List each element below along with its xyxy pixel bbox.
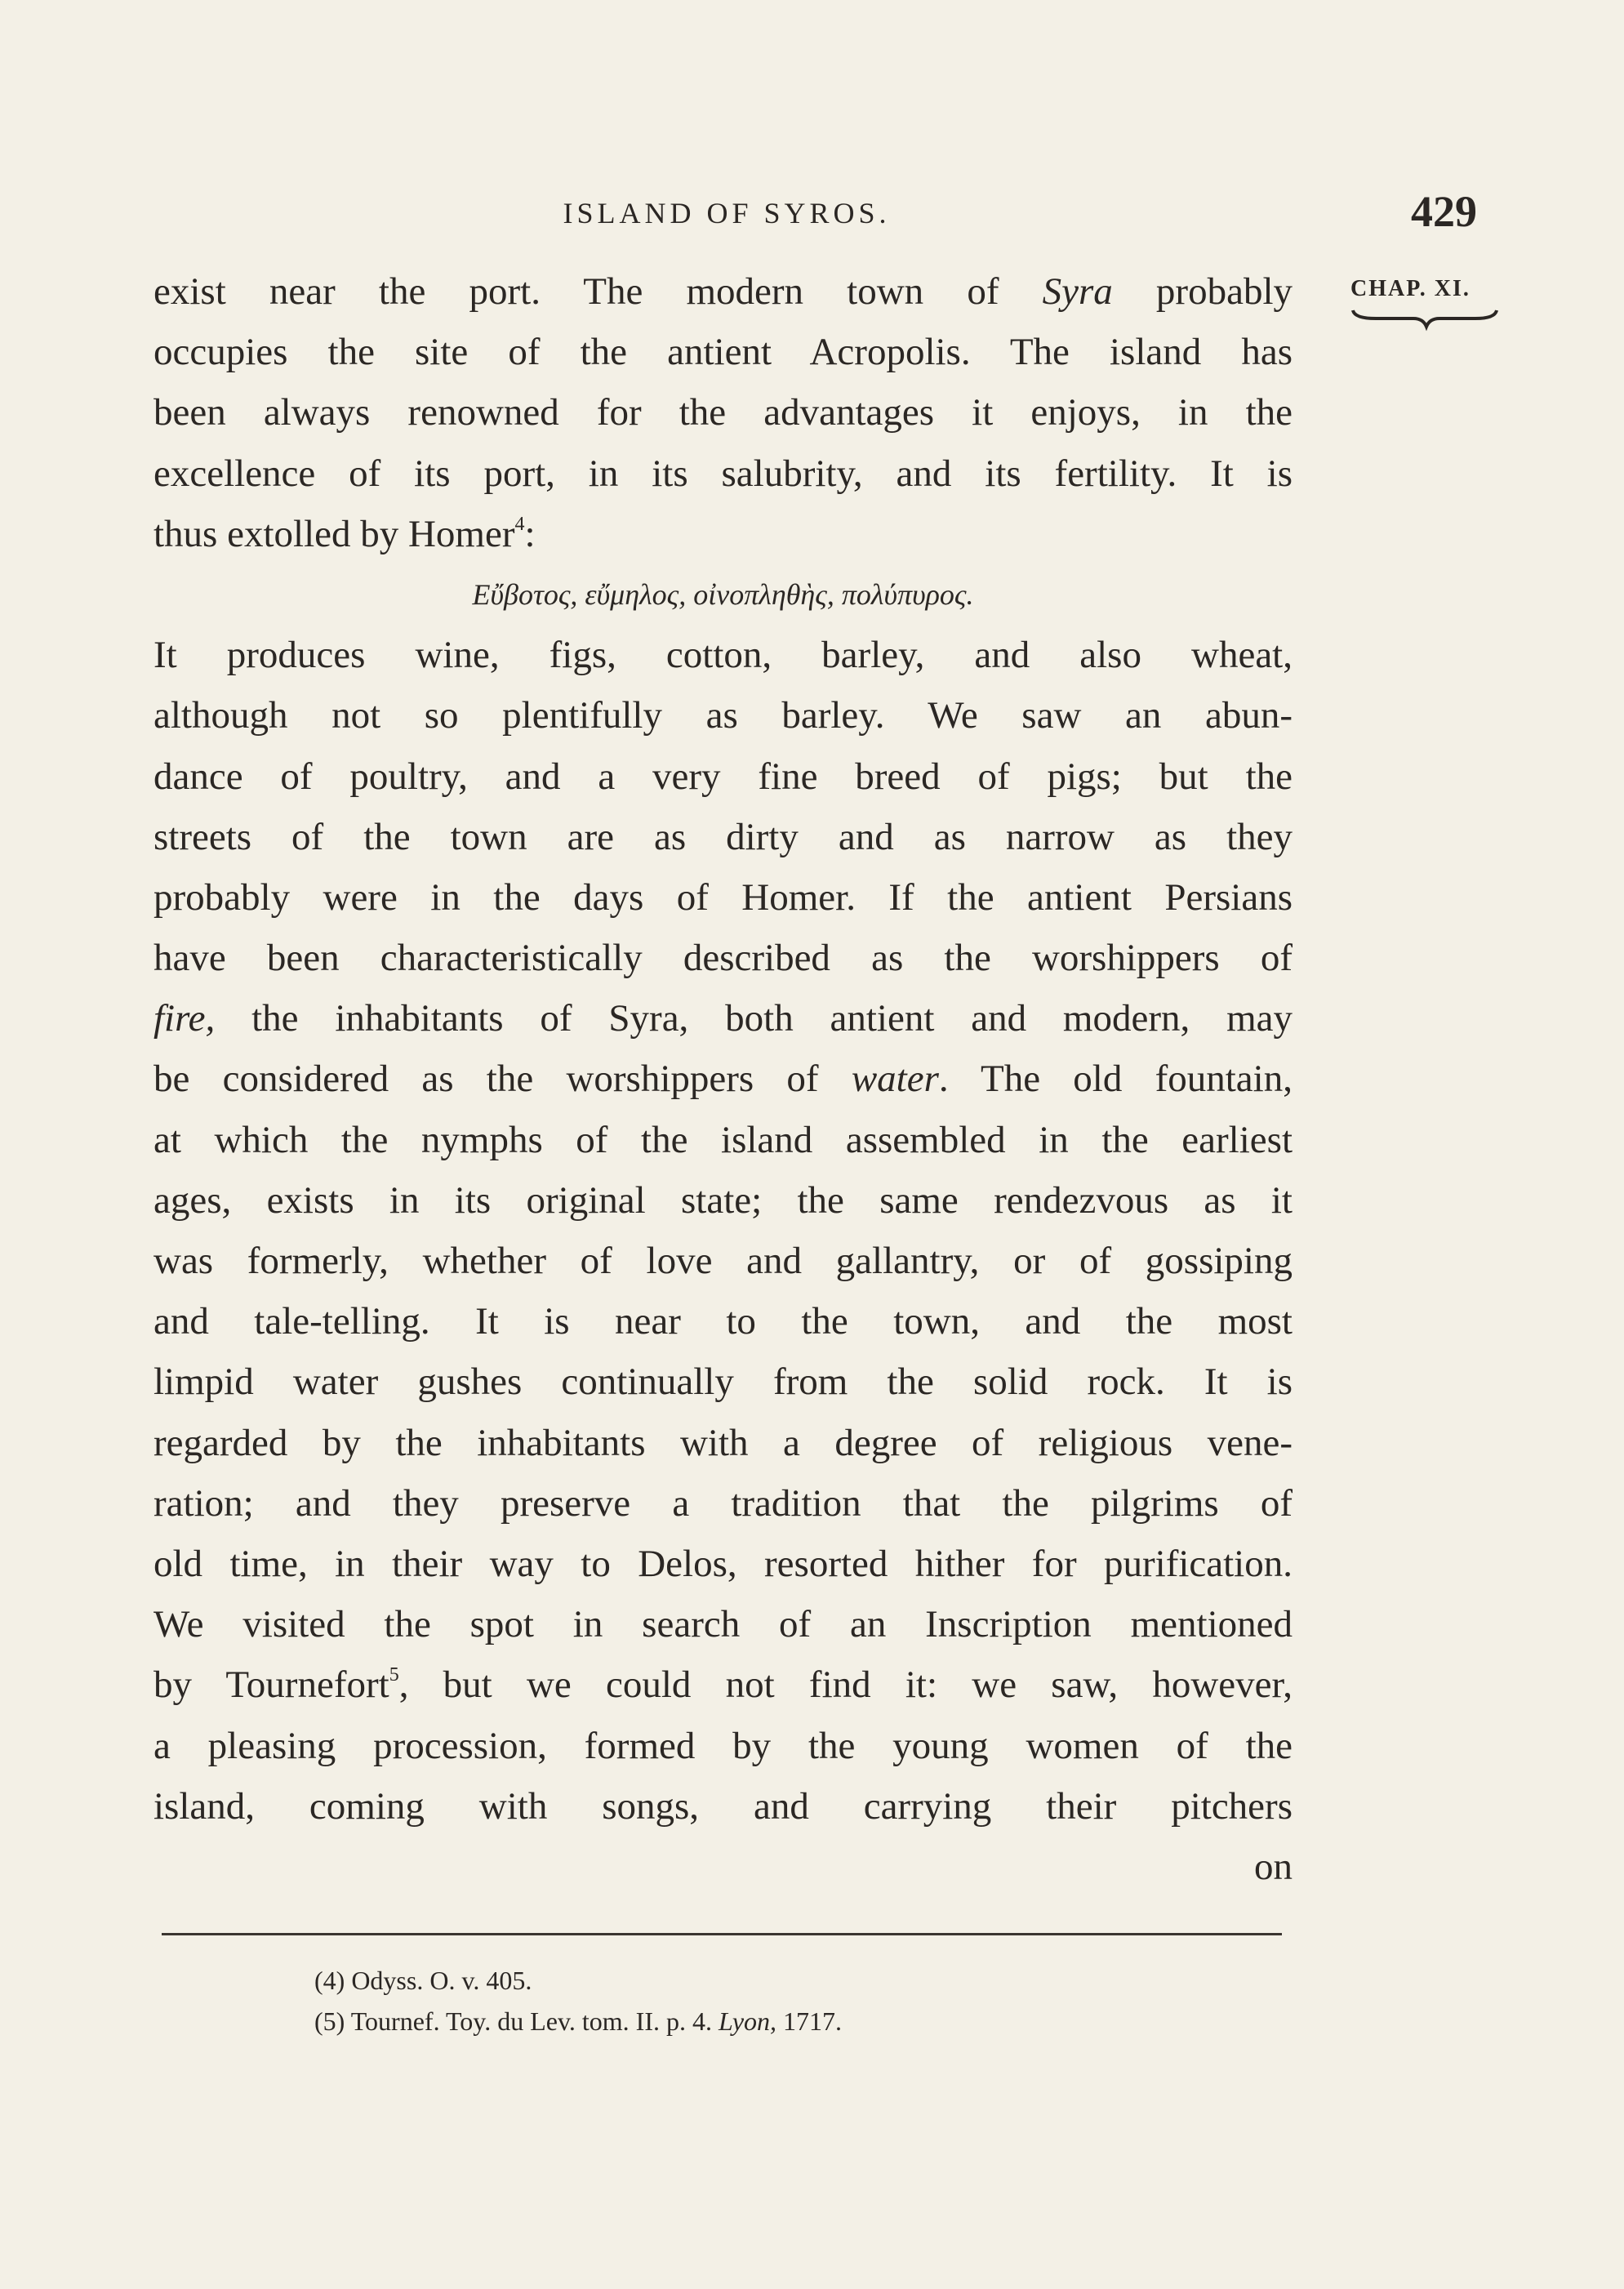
text-line: was formerly, whether of love and gallantry, or of gossiping bbox=[154, 1240, 1293, 1282]
text-line: be considered as the worshippers of water. The old fountain, bbox=[154, 1058, 1293, 1101]
text-line: island, coming with songs, and carrying their pitchers bbox=[154, 1784, 1293, 1828]
text-line: exist near the port. The modern town of Syra probably bbox=[154, 270, 1293, 313]
text-line: and tale-telling. It is near to the town, and the most bbox=[154, 1300, 1293, 1343]
chapter-label: CHAP. XI. bbox=[1350, 276, 1470, 301]
text-line: been always renowned for the advantages it enjoys, in the bbox=[154, 391, 1293, 434]
text-line: ages, exists in its original state; the same rendezvous as it bbox=[154, 1178, 1293, 1222]
text-line: ration; and they preserve a tradition that the pilgrims of bbox=[154, 1481, 1293, 1525]
footnote-4: (4) Odyss. O. v. 405. bbox=[314, 1966, 532, 1995]
text-line: probably were in the days of Homer. If the antient Persians bbox=[154, 875, 1293, 919]
footnote-rule bbox=[162, 1933, 1282, 1935]
footnote-ref-5: 5 bbox=[389, 1664, 399, 1686]
text-line: by Tournefort$^5$, but we could not find it: we saw, however, bbox=[154, 1663, 1293, 1707]
page-number: 429 bbox=[1411, 187, 1477, 236]
emphasis-water: water bbox=[851, 1058, 939, 1101]
place-name-syra: Syra bbox=[1042, 270, 1113, 313]
text-line: dance of poultry, and a very fine breed of pigs; but the bbox=[154, 755, 1293, 798]
text-line: fire, the inhabitants of Syra, both antient and modern, may bbox=[154, 997, 1293, 1040]
emphasis-fire: fire, bbox=[154, 997, 216, 1040]
text-line: limpid water gushes continually from the solid rock. It is bbox=[154, 1360, 1293, 1404]
text-line: a pleasing procession, formed by the young women of the bbox=[154, 1724, 1293, 1767]
text-line: excellence of its port, in its salubrity, and its fertility. It is bbox=[154, 452, 1293, 495]
catchword: on bbox=[1254, 1845, 1293, 1888]
running-head: ISLAND OF SYROS. bbox=[563, 197, 891, 229]
text-line: We visited the spot in search of an Inscription mentioned bbox=[154, 1603, 1293, 1646]
text-line: occupies the site of the antient Acropolis. The island has bbox=[154, 331, 1293, 374]
greek-quotation: Εὔβοτος, εὔμηλος, οἰνοπληθὴς, πολύπυρος. bbox=[472, 577, 974, 611]
text-line: have been characteristically described as the worshippers of bbox=[154, 937, 1293, 980]
chapter-brace bbox=[1351, 307, 1498, 340]
footnotes bbox=[314, 1960, 842, 2042]
footnote-5: (5) Tournef. Toy. du Lev. tom. II. p. 4. Lyon, 1717. bbox=[314, 2006, 843, 2036]
footnote-ref-4: 4 bbox=[514, 513, 525, 535]
text-line: It produces wine, figs, cotton, barley, and also wheat, bbox=[154, 634, 1293, 677]
text-line: at which the nymphs of the island assembled in the earliest bbox=[154, 1118, 1293, 1161]
text-line: streets of the town are as dirty and as narrow as they bbox=[154, 815, 1293, 858]
text-line: regarded by the inhabitants with a degree of religious vene- bbox=[154, 1421, 1293, 1464]
text-line: old time, in their way to Delos, resorted hither for purification. bbox=[154, 1542, 1293, 1585]
body-text bbox=[154, 261, 1293, 1897]
text-line: although not so plentifully as barley. We saw an abun- bbox=[154, 694, 1293, 737]
text-line: thus extolled by Homer$^4$: bbox=[154, 512, 536, 555]
